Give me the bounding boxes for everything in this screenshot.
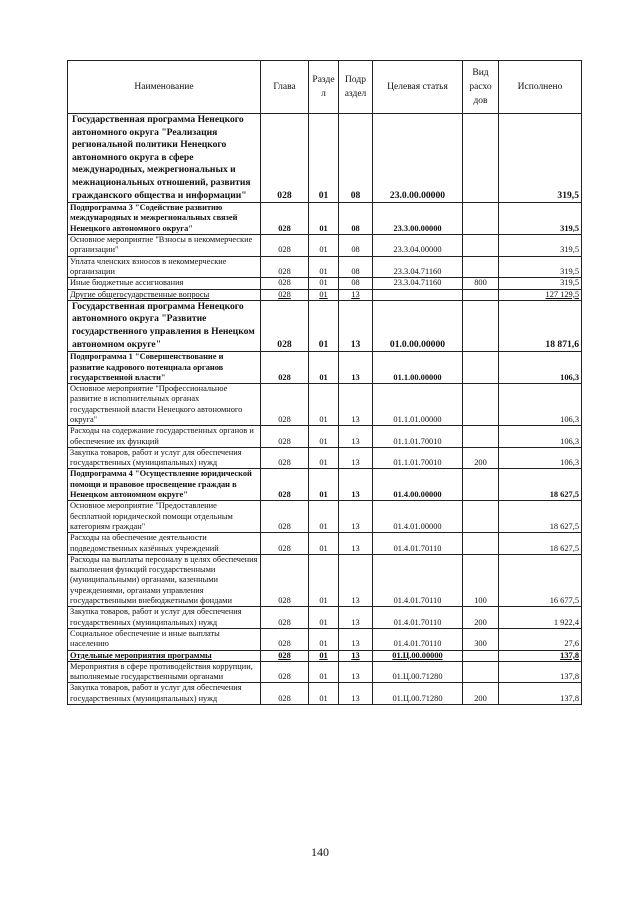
cell-expense-type [463,384,499,426]
cell-target: 01.Ц.00.00000 [373,650,463,661]
cell-executed: 137,8 [499,650,582,661]
cell-section: 01 [309,384,339,426]
cell-name: Другие общегосударственные вопросы [68,289,261,300]
cell-executed: 319,5 [499,114,582,203]
cell-executed: 137,8 [499,661,582,683]
header-executed: Исполнено [499,61,582,114]
cell-target: 01.1.01.70010 [373,426,463,448]
cell-name: Основное мероприятие "Профессиональное развитие в исполнительных органах государственной власти Ненецкого автономного округа" [68,384,261,426]
cell-subsection: 08 [339,235,373,257]
cell-chapter: 028 [261,554,309,606]
table-row [68,683,582,705]
table-header-row [68,61,582,114]
cell-chapter: 028 [261,533,309,555]
cell-chapter: 028 [261,256,309,278]
cell-chapter: 028 [261,628,309,650]
table-row [68,447,582,469]
cell-chapter: 028 [261,300,309,351]
cell-subsection: 13 [339,683,373,705]
cell-expense-type [463,289,499,300]
cell-section: 01 [309,683,339,705]
cell-executed: 1 922,4 [499,607,582,629]
cell-name: Расходы на выплаты персоналу в целях обеспечения выполнения функций государственными (муниципальными) органами, казенными учреждениями, органами управления государственными внебюджетными фондами [68,554,261,606]
cell-subsection: 13 [339,554,373,606]
cell-chapter: 028 [261,203,309,235]
cell-expense-type [463,352,499,384]
cell-section: 01 [309,469,339,501]
cell-name: Социальное обеспечение и иные выплаты населению [68,628,261,650]
cell-executed: 106,3 [499,426,582,448]
cell-target: 01.Ц.00.71280 [373,661,463,683]
cell-section: 01 [309,278,339,289]
cell-chapter: 028 [261,469,309,501]
cell-subsection: 13 [339,352,373,384]
cell-name: Расходы на обеспечение деятельности подведомственных казённых учреждений [68,533,261,555]
cell-expense-type [463,114,499,203]
cell-subsection: 13 [339,628,373,650]
cell-expense-type [463,501,499,533]
cell-chapter: 028 [261,352,309,384]
cell-name: Расходы на содержание государственных органов и обеспечение их функций [68,426,261,448]
cell-section: 01 [309,650,339,661]
table-row [68,289,582,300]
cell-name: Основное мероприятие "Взносы в некоммерческие организации" [68,235,261,257]
table-row [68,554,582,606]
cell-target: 01.4.01.70110 [373,533,463,555]
cell-executed: 127 129,5 [499,289,582,300]
cell-chapter: 028 [261,661,309,683]
cell-executed: 18 627,5 [499,533,582,555]
cell-target: 01.1.01.70010 [373,447,463,469]
table-row [68,300,582,351]
cell-target: 01.4.01.70110 [373,554,463,606]
cell-chapter: 028 [261,650,309,661]
table-row [68,650,582,661]
cell-target: 23.0.00.00000 [373,114,463,203]
cell-executed: 137,8 [499,683,582,705]
table-row [68,352,582,384]
cell-target: 01.0.00.00000 [373,300,463,351]
cell-name: Мероприятия в сфере противодействия коррупции, выполняемые государственными органами [68,661,261,683]
cell-expense-type [463,469,499,501]
table-row [68,384,582,426]
cell-subsection: 13 [339,289,373,300]
cell-chapter: 028 [261,235,309,257]
table-row [68,235,582,257]
cell-name: Уплата членских взносов в некоммерческие организации [68,256,261,278]
cell-name: Закупка товаров, работ и услуг для обеспечения государственных (муниципальных) нужд [68,607,261,629]
cell-subsection: 13 [339,426,373,448]
cell-executed: 18 871,6 [499,300,582,351]
cell-target: 01.4.01.00000 [373,501,463,533]
cell-executed: 319,5 [499,278,582,289]
cell-executed: 27,6 [499,628,582,650]
cell-section: 01 [309,203,339,235]
header-chapter: Глава [261,61,309,114]
table-row [68,426,582,448]
cell-target: 01.1.01.00000 [373,384,463,426]
cell-chapter: 028 [261,683,309,705]
cell-target: 23.3.04.71160 [373,256,463,278]
cell-section: 01 [309,661,339,683]
cell-chapter: 028 [261,289,309,300]
cell-executed: 18 627,5 [499,501,582,533]
cell-subsection: 13 [339,447,373,469]
cell-section: 01 [309,300,339,351]
table-row [68,501,582,533]
cell-section: 01 [309,533,339,555]
cell-chapter: 028 [261,607,309,629]
cell-subsection: 08 [339,256,373,278]
cell-expense-type [463,300,499,351]
cell-name: Основное мероприятие "Предоставление бесплатной юридической помощи отдельным категориям граждан" [68,501,261,533]
header-section: Разде л [309,61,339,114]
budget-table [67,60,582,705]
cell-expense-type [463,661,499,683]
table-row [68,533,582,555]
table-row [68,469,582,501]
cell-target: 01.1.00.00000 [373,352,463,384]
cell-subsection: 13 [339,501,373,533]
cell-section: 01 [309,235,339,257]
cell-name: Закупка товаров, работ и услуг для обеспечения государственных (муниципальных) нужд [68,447,261,469]
cell-executed: 319,5 [499,235,582,257]
table-row [68,114,582,203]
cell-executed: 319,5 [499,203,582,235]
cell-section: 01 [309,256,339,278]
cell-subsection: 13 [339,469,373,501]
cell-subsection: 13 [339,384,373,426]
cell-expense-type: 200 [463,683,499,705]
cell-subsection: 08 [339,278,373,289]
page-number: 140 [311,845,329,859]
cell-executed: 106,3 [499,447,582,469]
cell-executed: 18 627,5 [499,469,582,501]
cell-subsection: 08 [339,203,373,235]
cell-chapter: 028 [261,384,309,426]
cell-name: Иные бюджетные ассигнования [68,278,261,289]
cell-name: Подпрограмма 4 "Осуществление юридической помощи и правовое просвещение граждан в Ненецком автономном округе" [68,469,261,501]
cell-target: 23.3.00.00000 [373,203,463,235]
cell-expense-type: 100 [463,554,499,606]
cell-target: 23.3.04.00000 [373,235,463,257]
cell-executed: 319,5 [499,256,582,278]
cell-target: 01.4.01.70110 [373,628,463,650]
cell-name: Подпрограмма 1 "Совершенствование и развитие кадрового потенциала органов государственной власти" [68,352,261,384]
cell-name: Закупка товаров, работ и услуг для обеспечения государственных (муниципальных) нужд [68,683,261,705]
cell-target: 23.3.04.71160 [373,278,463,289]
cell-executed: 106,3 [499,352,582,384]
cell-name: Государственная программа Ненецкого автономного округа "Реализация региональной политики Ненецкого автономного округа в сфере международных, межрегиональных и межнациональных отношений, развития гражданского общества и информации" [68,114,261,203]
cell-expense-type [463,650,499,661]
table-row [68,278,582,289]
header-name: Наименование [68,61,261,114]
cell-expense-type: 800 [463,278,499,289]
cell-expense-type [463,235,499,257]
table-row [68,628,582,650]
cell-section: 01 [309,426,339,448]
cell-subsection: 13 [339,661,373,683]
cell-subsection: 08 [339,114,373,203]
header-subsection: Подр аздел [339,61,373,114]
budget-table-container [67,60,581,705]
cell-expense-type [463,203,499,235]
cell-executed: 106,3 [499,384,582,426]
cell-section: 01 [309,554,339,606]
cell-target [373,289,463,300]
cell-subsection: 13 [339,650,373,661]
cell-target: 01.4.01.70110 [373,607,463,629]
cell-chapter: 028 [261,114,309,203]
table-row [68,661,582,683]
cell-name: Отдельные мероприятия программы [68,650,261,661]
cell-expense-type [463,256,499,278]
cell-chapter: 028 [261,501,309,533]
cell-expense-type: 200 [463,447,499,469]
cell-section: 01 [309,501,339,533]
table-row [68,607,582,629]
cell-subsection: 13 [339,300,373,351]
cell-expense-type: 200 [463,607,499,629]
header-expense-type: Вид расхо дов [463,61,499,114]
table-row [68,203,582,235]
table-row [68,256,582,278]
cell-expense-type [463,426,499,448]
cell-section: 01 [309,289,339,300]
cell-chapter: 028 [261,278,309,289]
cell-subsection: 13 [339,533,373,555]
cell-section: 01 [309,447,339,469]
cell-section: 01 [309,607,339,629]
cell-chapter: 028 [261,426,309,448]
cell-subsection: 13 [339,607,373,629]
cell-expense-type: 300 [463,628,499,650]
cell-target: 01.4.00.00000 [373,469,463,501]
cell-chapter: 028 [261,447,309,469]
cell-section: 01 [309,628,339,650]
cell-executed: 16 677,5 [499,554,582,606]
cell-name: Подпрограмма 3 "Содействие развитию международных и межрегиональных связей Ненецкого автономного округа" [68,203,261,235]
cell-name: Государственная программа Ненецкого автономного округа "Развитие государственного управления в Ненецком автономном округе" [68,300,261,351]
cell-section: 01 [309,114,339,203]
table-body [68,114,582,705]
header-target: Целевая статья [373,61,463,114]
cell-section: 01 [309,352,339,384]
cell-expense-type [463,533,499,555]
cell-target: 01.Ц.00.71280 [373,683,463,705]
